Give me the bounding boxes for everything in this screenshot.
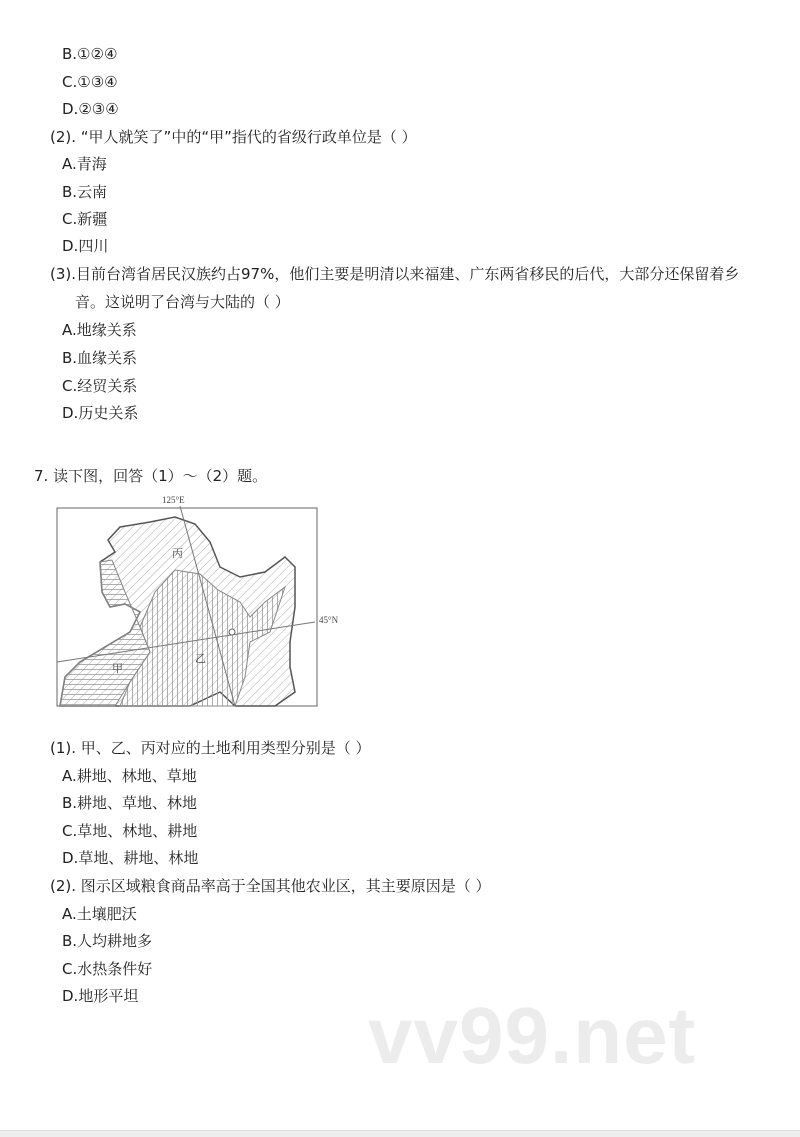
option-b: B.耕地、草地、林地: [62, 794, 198, 812]
option-d: D.历史关系: [62, 404, 139, 422]
region-yi-label: 乙: [195, 652, 206, 665]
longitude-label: 125°E: [162, 495, 185, 505]
option-d: D.四川: [62, 237, 109, 255]
question-stem-cont: 音。这说明了台湾与大陆的（ ）: [75, 293, 290, 311]
option-c: C.经贸关系: [62, 377, 138, 395]
question-stem: (3).目前台湾省居民汉族约占97%，他们主要是明清以来福建、广东两省移民的后代，大部分还保留着乡: [50, 265, 740, 283]
option-d: D.草地、耕地、林地: [62, 849, 199, 867]
region-jia-label: 甲: [112, 662, 123, 675]
region-bing-label: 丙: [172, 547, 183, 560]
option-a: A.地缘关系: [62, 321, 137, 339]
option-b: B.血缘关系: [62, 349, 138, 367]
option-c: C.草地、林地、耕地: [62, 822, 198, 840]
option-d: D.②③④: [62, 100, 119, 118]
question-stem: (1). 甲、乙、丙对应的土地利用类型分别是（ ）: [50, 739, 371, 757]
page-bottom-border: [0, 1130, 800, 1137]
option-b: B.人均耕地多: [62, 932, 153, 950]
latitude-label: 45°N: [319, 615, 339, 625]
option-c: C.①③④: [62, 73, 118, 91]
watermark: vv99.net: [368, 991, 697, 1080]
question-stem: (2). 图示区域粮食商品率高于全国其他农业区，其主要原因是（ ）: [50, 877, 491, 895]
option-a: A.土壤肥沃: [62, 905, 137, 923]
question-title: 7. 读下图，回答（1）～（2）题。: [34, 467, 268, 485]
option-c: C.新疆: [62, 210, 108, 228]
question-stem: (2). “甲人就笑了”中的“甲”指代的省级行政单位是（ ）: [50, 128, 417, 146]
option-c: C.水热条件好: [62, 960, 153, 978]
option-d: D.地形平坦: [62, 987, 139, 1005]
option-b: B.①②④: [62, 45, 118, 63]
option-a: A.耕地、林地、草地: [62, 767, 197, 785]
option-b: B.云南: [62, 183, 108, 201]
northeast-china-map: [40, 492, 360, 712]
option-a: A.青海: [62, 155, 107, 173]
